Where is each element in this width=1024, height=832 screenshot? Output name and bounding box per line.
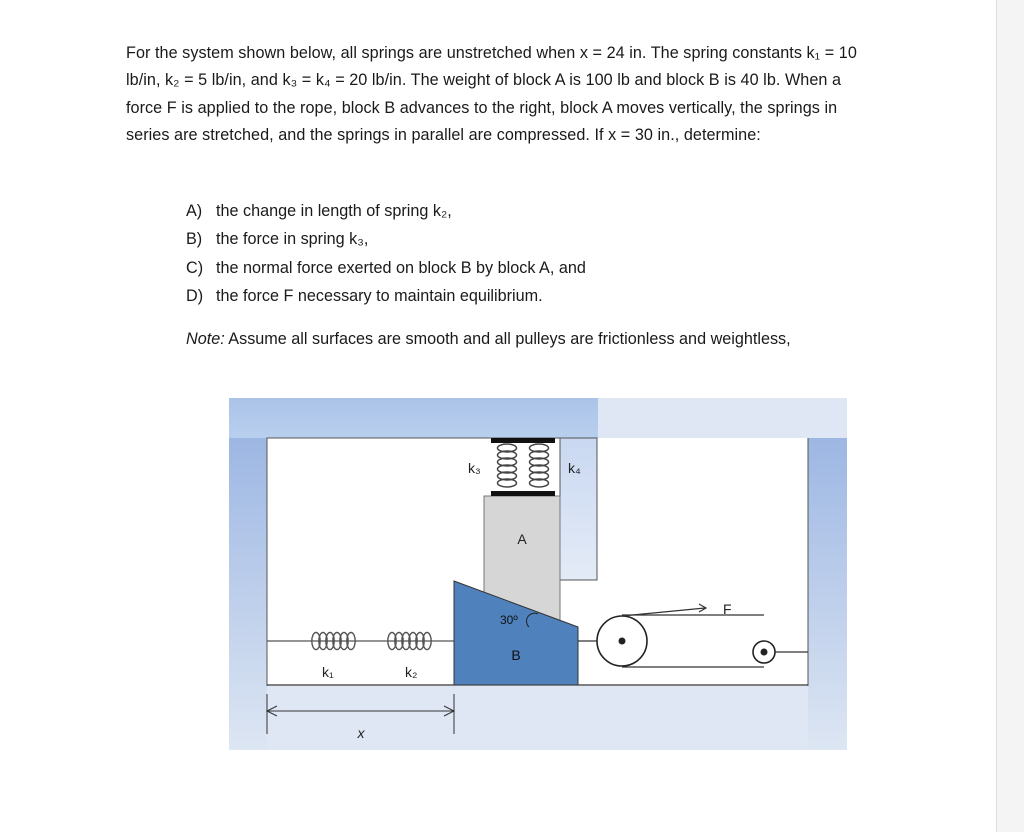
vertical-scrollbar[interactable] [996, 0, 1024, 832]
label-force: F [723, 601, 732, 617]
spring-k3 [498, 444, 517, 487]
question-d-label: D) [186, 286, 204, 305]
question-b-text: the force in spring k₃, [216, 230, 369, 249]
label-k2: k₂ [405, 664, 418, 680]
question-c-label: C) [186, 258, 204, 277]
label-block-b: B [511, 647, 521, 663]
question-d [186, 282, 586, 310]
spring-k2 [388, 633, 431, 650]
right-wall [808, 438, 847, 750]
question-c-text: the normal force exerted on block B by block A, and [216, 258, 586, 277]
label-x: x [357, 725, 365, 741]
label-block-a: A [517, 531, 527, 547]
ceiling [229, 398, 598, 438]
question-d-text: the force F necessary to maintain equilibrium. [216, 286, 543, 305]
label-angle: 30º [500, 613, 518, 627]
question-a [186, 197, 586, 225]
note-label: Note: [186, 330, 225, 348]
spring-k1 [312, 633, 355, 650]
label-k1: k₁ [322, 664, 334, 680]
question-a-text: the change in length of spring k₂, [216, 202, 452, 220]
question-c [186, 254, 586, 282]
question-a-label: A) [186, 202, 203, 220]
note [186, 327, 826, 351]
label-k3: k₃ [468, 460, 481, 476]
mechanism-figure [229, 398, 847, 750]
left-wall [229, 438, 267, 750]
mechanism-diagram [229, 398, 847, 750]
question-b-label: B) [186, 230, 203, 249]
spring-k4 [530, 444, 549, 487]
problem-statement: For the system shown below, all springs are unstretched when x = 24 in. The spring constants k₁ = 10 lb/in, k₂ = 5 lb/in, and k₃ = k₄ = 20 lb/in. The weight of block A is 100 lb and block B is 40 lb. When a force F is applied to the rope, block B advances to the right, block A moves vertically, the springs in series are stretched, and the springs in parallel are compressed. If x = 30 in., determine: [126, 44, 857, 144]
pulley-large-hub [619, 638, 626, 645]
question-list [186, 197, 586, 310]
pulley-small-hub [761, 649, 768, 656]
label-k4: k₄ [568, 460, 581, 476]
note-text: Assume all surfaces are smooth and all pulleys are frictionless and weightless, [224, 330, 791, 348]
question-b [186, 225, 586, 253]
